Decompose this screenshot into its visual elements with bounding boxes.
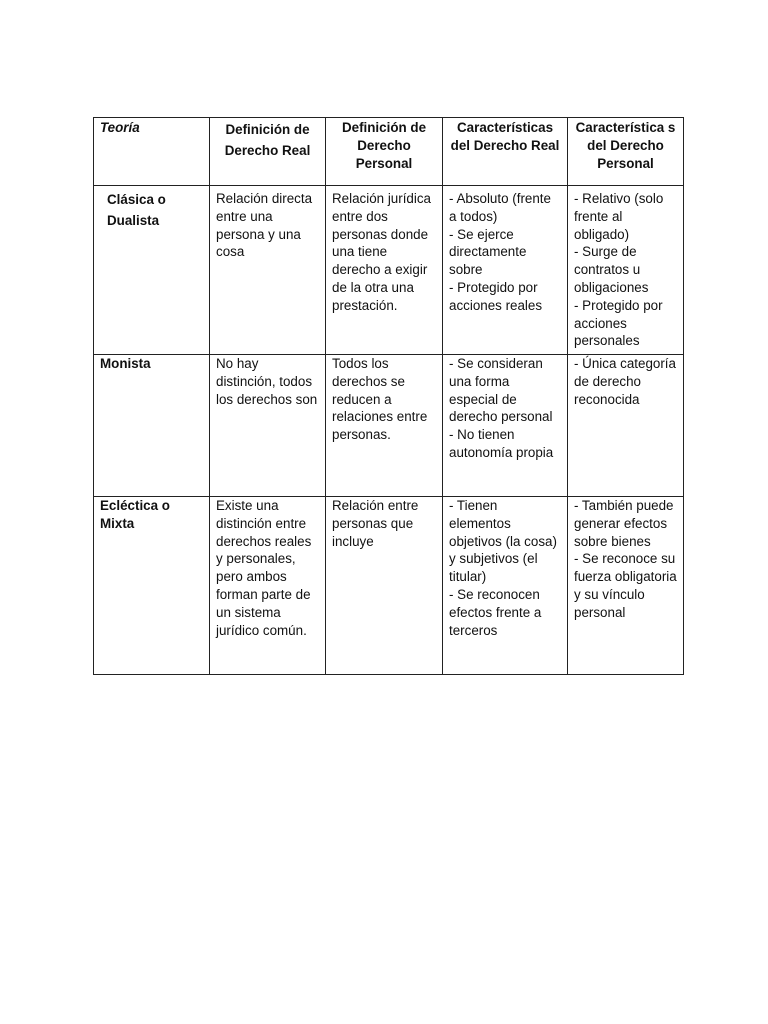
cell-definicion-real: No hay distinción, todos los derechos son xyxy=(210,355,326,497)
header-definicion-derecho-personal: Definición de Derecho Personal xyxy=(326,118,443,186)
cell-caracteristicas-real: - Absoluto (frente a todos) - Se ejerce directamente sobre - Protegido por acciones reales xyxy=(443,186,568,355)
header-caracteristicas-derecho-personal: Característica s del Derecho Personal xyxy=(568,118,684,186)
cell-definicion-real: Existe una distinción entre derechos reales y personales, pero ambos forman parte de un sistema jurídico común. xyxy=(210,497,326,675)
cell-definicion-personal: Relación jurídica entre dos personas donde una tiene derecho a exigir de la otra una prestación. xyxy=(326,186,443,355)
header-caracteristicas-derecho-real: Características del Derecho Real xyxy=(443,118,568,186)
table-body xyxy=(94,186,684,675)
header-teoria: Teoría xyxy=(94,118,210,186)
header-row xyxy=(94,118,684,186)
cell-teoria: Monista xyxy=(94,355,210,497)
header-definicion-derecho-real: Definición de Derecho Real xyxy=(210,118,326,186)
cell-definicion-personal: Relación entre personas que incluye xyxy=(326,497,443,675)
cell-teoria: Clásica o Dualista xyxy=(94,186,210,355)
cell-definicion-personal: Todos los derechos se reducen a relaciones entre personas. xyxy=(326,355,443,497)
table-header xyxy=(94,118,684,186)
table-row xyxy=(94,497,684,675)
cell-caracteristicas-real: - Tienen elementos objetivos (la cosa) y subjetivos (el titular) - Se reconocen efectos frente a terceros xyxy=(443,497,568,675)
table-row xyxy=(94,355,684,497)
cell-caracteristicas-personal: - También puede generar efectos sobre bienes - Se reconoce su fuerza obligatoria y su vínculo personal xyxy=(568,497,684,675)
cell-definicion-real: Relación directa entre una persona y una cosa xyxy=(210,186,326,355)
table-row xyxy=(94,186,684,355)
cell-caracteristicas-personal: - Única categoría de derecho reconocida xyxy=(568,355,684,497)
cell-caracteristicas-personal: - Relativo (solo frente al obligado) - Surge de contratos u obligaciones - Protegido por acciones personales xyxy=(568,186,684,355)
cell-caracteristicas-real: - Se consideran una forma especial de derecho personal - No tienen autonomía propia xyxy=(443,355,568,497)
cell-teoria: Ecléctica o Mixta xyxy=(94,497,210,675)
theories-comparison-table xyxy=(93,117,684,675)
